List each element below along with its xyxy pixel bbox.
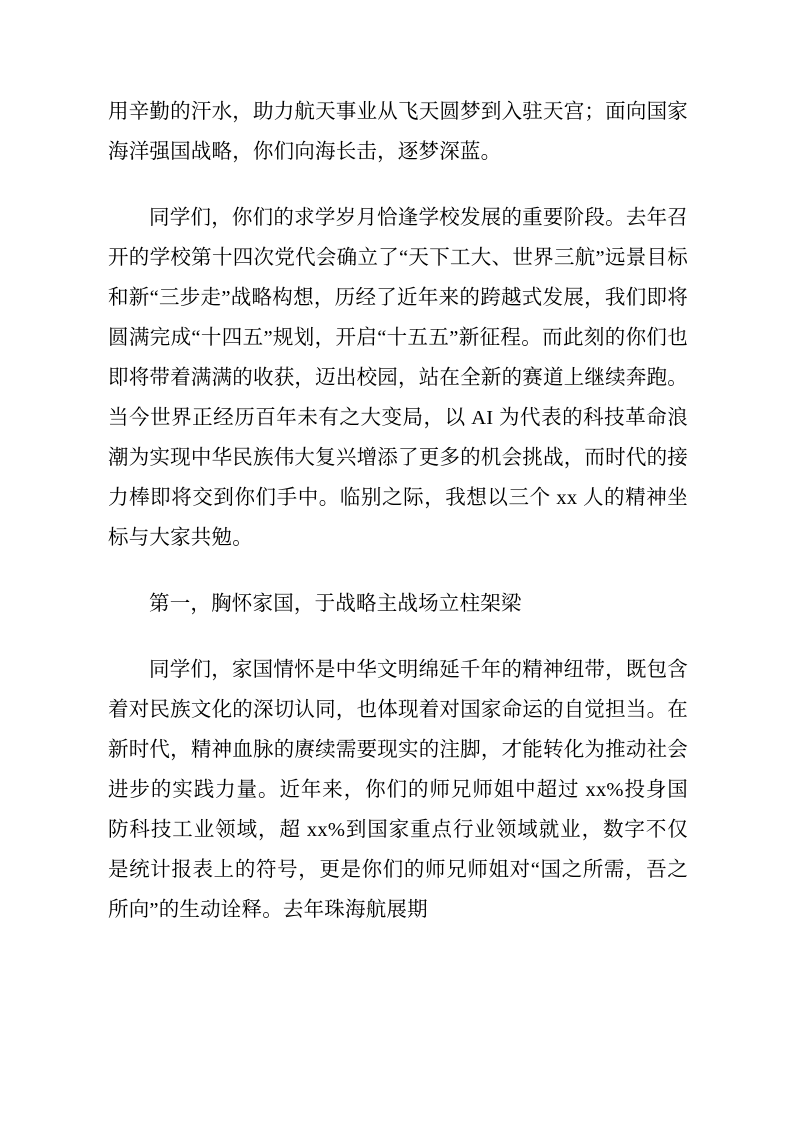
section-heading: 第一，胸怀家国，于战略主战场立柱架梁 — [149, 593, 522, 615]
document-body — [108, 92, 688, 930]
paragraph: 用辛勤的汗水，助力航天事业从飞天圆梦到入驻天宫；面向国家海洋强国战略，你们向海长击，逐梦深蓝。 — [108, 101, 688, 163]
paragraph: 同学们，你们的求学岁月恰逢学校发展的重要阶段。去年召开的学校第十四次党代会确立了“天下工大、世界三航”远景目标和新“三步走”战略构想，历经了近年来的跨越式发展，我们即将圆满完成“十四五”规划，开启“十五五”新征程。而此刻的你们也即将带着满满的收获，迈出校园，站在全新的赛道上继续奔跑。当今世界正经历百年未有之大变局，以 AI 为代表的科技革命浪潮为实现中华民族伟大复兴增添了更多的机会挑战，而时代的接力棒即将交到你们手中。临别之际，我想以三个 xx 人的精神坐标与大家共勉。 — [108, 207, 688, 549]
paragraph: 同学们，家国情怀是中华文明绵延千年的精神纽带，既包含着对民族文化的深切认同，也体现着对国家命运的自觉担当。在新时代，精神血脉的赓续需要现实的注脚，才能转化为推动社会进步的实践力量。近年来，你们的师兄师姐中超过 xx%投身国防科技工业领域，超 xx%到国家重点行业领域就业，数字不仅是统计报表上的符号，更是你们的师兄师姐对“国之所需，吾之所向”的生动诠释。去年珠海航展期 — [108, 659, 689, 921]
